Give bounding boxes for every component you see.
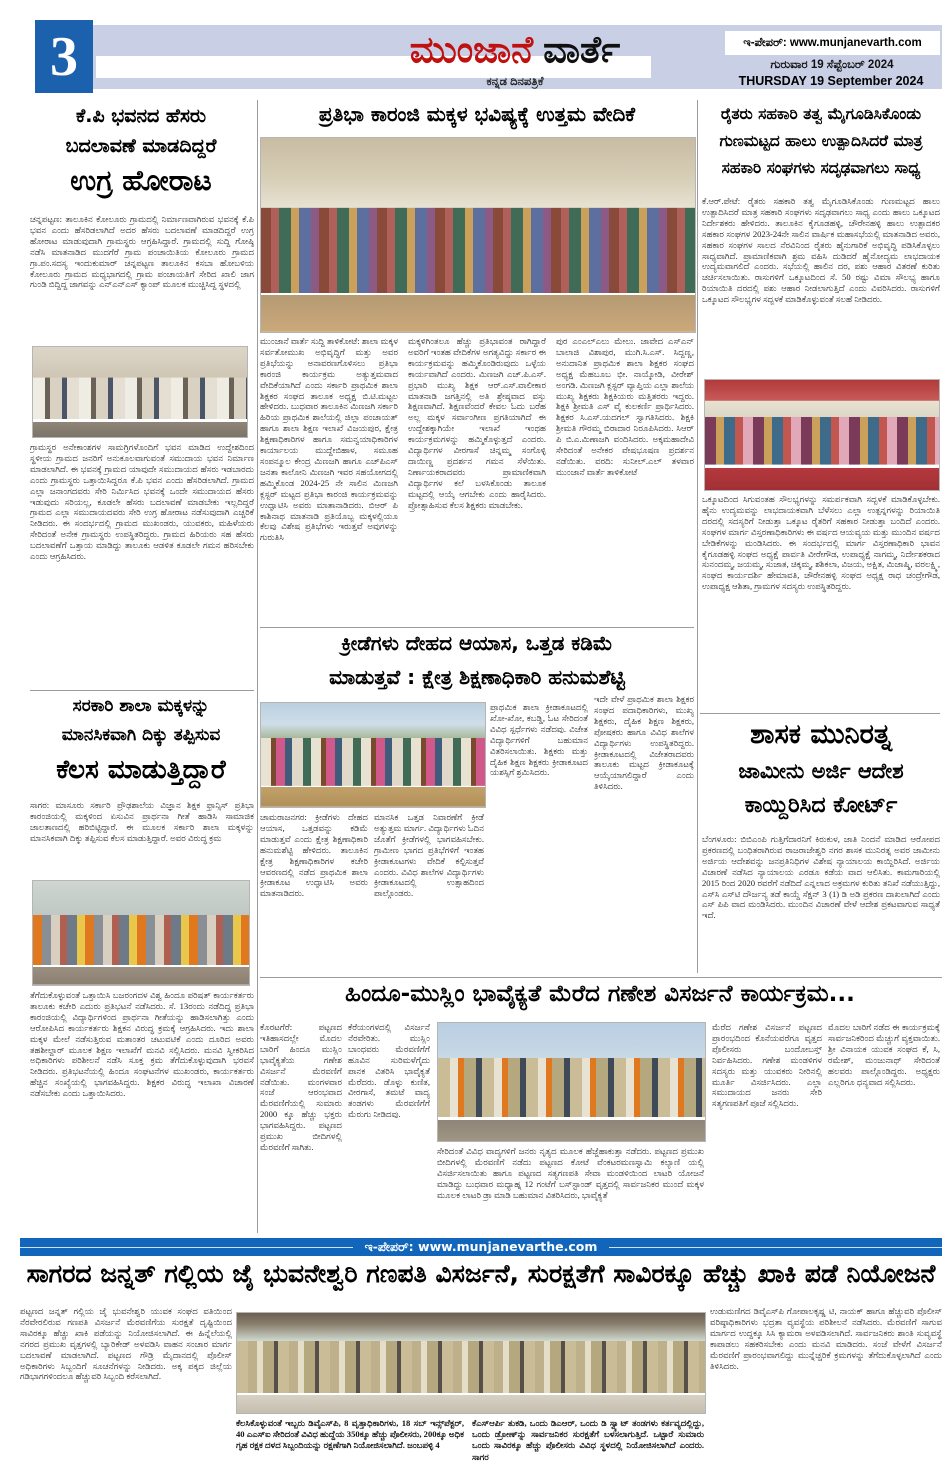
band-headline: ಹಿಂದೂ-ಮುಸ್ಲಿಂ ಭಾವೈಕ್ಯತೆ ಮೆರೆದ ಗಣೇಶ ವಿಸರ್ಜನೆ ಕಾರ್ಯಕ್ರಮ... bbox=[345, 982, 855, 1007]
masthead bbox=[300, 27, 730, 73]
right1-headline-line3: ಸಹಕಾರಿ ಸಂಘಗಳು ಸದೃಢವಾಗಲು ಸಾಧ್ಯ bbox=[721, 160, 921, 177]
left1-headline-line1: ಕೆ.ಪಿ ಭವನದ ಹೆಸರು bbox=[75, 106, 207, 127]
left2-body-top: ಸಾಗರ: ಮಾಸೂರು ಸರ್ಕಾರಿ ಪ್ರೌಢಶಾಲೆಯ ವಿಜ್ಞಾನ ಶಿಕ್ಷಕ ಫ್ರಾನ್ಸಿಸ್ ಪ್ರತಿಭಾ ಕಾರಂಜಿಯಲ್ಲಿ ಮಕ್ಕಳಿಂದ ಏಸುವಿನ ಪ್ರಾರ್ಥನಾ ಗೀತೆ ಹಾಡಿಸಿ ಸಾಮಾಜಿಕ ಜಾಲತಾಣದಲ್ಲಿ ಹರಿಬಿಟ್ಟಿದ್ದಾರೆ. ಈ ಮೂಲಕ ಸರ್ಕಾರಿ ಶಾಲಾ ಮಕ್ಕಳನ್ನು ಮಾನಸಿಕವಾಗಿ ದಿಕ್ಕು ತಪ್ಪಿಸುವ ಕೆಲಸ ಮಾಡುತ್ತಿದ್ದಾರೆ. ಅವರ ವಿರುದ್ಧ ಕ್ರಮ bbox=[30, 800, 254, 843]
bottom-right-col: ಉಡುಮಣಿಗದ ಡಿವೈಎಸ್‌ಪಿ ಗೋಪಾಲಕೃಷ್ಣ ಟಿ, ನಾಯಕ್ ಹಾಗೂ ಹೆಚ್ಚುವರಿ ಪೊಲೀಸ್ ವರಿಷ್ಠಾಧಿಕಾರಿಗಳು ಭದ್ರತಾ ವ್ಯವಸ್ಥೆಯ ಪರಿಶೀಲನೆ ನಡೆಸಿದರು. ಮೆರವಣಿಗೆ ಸಾಗುವ ಮಾರ್ಗದ ಉದ್ದಕ್ಕೂ ಸಿಸಿ ಕ್ಯಾಮರಾ ಅಳವಡಿಸಲಾಗಿದೆ. ಸಾರ್ವಜನಿಕರು ಶಾಂತಿ ಸುವ್ಯವಸ್ಥೆ ಕಾಪಾಡಲು ಸಹಕರಿಸಬೇಕು ಎಂದು ಮನವಿ ಮಾಡಿದರು. ಸಂಜೆ ವೇಳೆಗೆ ವಿಸರ್ಜನೆ ಮೆರವಣಿಗೆ ಪ್ರಾರಂಭವಾಗಲಿದ್ದು ಮುನ್ನೆಚ್ಚರಿಕೆ ಕ್ರಮಗಳನ್ನು ತೆಗೆದುಕೊಳ್ಳಲಾಗಿದೆ ಎಂದು ತಿಳಿಸಿದರು. bbox=[710, 1306, 942, 1371]
center2-headline-line2: ಮಾಡುತ್ತವೆ : ಕ್ಷೇತ್ರ ಶಿಕ್ಷಣಾಧಿಕಾರಿ ಹನುಮಶೆಟ್ಟಿ bbox=[329, 666, 625, 689]
column-divider-left bbox=[257, 100, 258, 1233]
date-kannada: ಗುರುವಾರ 19 ಸೆಪ್ಟೆಂಬರ್ 2024 bbox=[770, 59, 894, 71]
bottom-caption-col2: ಕೆಎಸ್‌ಆರ್ಪಿ ತುಕಡಿ, ಒಂದು ಡಿಎಆರ್, ಒಂದು ಡಿ ಸ್ವ್ಯಾಟ್ ತಂಡಗಳು ಕರ್ತವ್ಯದಲ್ಲಿದ್ದು, ಒಂದು ಡ್ರೋಣ್‌ನ್ನು ಸಾರ್ವಜನಿಕರ ಸುರಕ್ಷತೆಗೆ ಬಳಸಲಾಗುತ್ತಿದೆ. ಒಟ್ಟಾರೆ ಸುಮಾರು ಒಂದು ಸಾವಿರಕ್ಕೂ ಹೆಚ್ಚು ಪೊಲೀಸರು ವಿವಿಧ ಸ್ಥಳದಲ್ಲಿ ನಿಯೋಜಿಸಲಾಗಿದೆ ಎಂದರು. ಸಾಗರ bbox=[472, 1418, 704, 1462]
center2-col2: ಮಾನಸಿಕ ಒತ್ತಡ ನಿವಾರಣೆಗೆ ಕ್ರೀಡೆ ಅತ್ಯುತ್ತಮ ಮಾರ್ಗ. ವಿದ್ಯಾರ್ಥಿಗಳು ಓದಿನ ಜೊತೆಗೆ ಕ್ರೀಡೆಗಳಲ್ಲಿ ಭಾಗವಹಿಸಬೇಕು. ಗ್ರಾಮೀಣ ಭಾಗದ ಪ್ರತಿಭೆಗಳಿಗೆ ಇಂತಹ ಕ್ರೀಡಾಕೂಟಗಳು ವೇದಿಕೆ ಕಲ್ಪಿಸುತ್ತವೆ ಎಂದರು. ವಿವಿಧ ಶಾಲೆಗಳ ವಿದ್ಯಾರ್ಥಿಗಳು ಕ್ರೀಡಾಕೂಟದಲ್ಲಿ ಉತ್ಸಾಹದಿಂದ ಪಾಲ್ಗೊಂಡರು. bbox=[374, 812, 484, 899]
band-photo-caption: ಸೇರಿದಂತೆ ವಿವಿಧ ವಾದ್ಯಗಳಿಗೆ ಜನರು ನೃತ್ಯದ ಮೂಲಕ ಹೆಜ್ಜೆಹಾಕುತ್ತಾ ನಡೆದರು. ಪಟ್ಟಣದ ಪ್ರಮುಖ ಬೀದಿಗಳಲ್ಲಿ ಮೆರವಣಿಗೆ ನಡೆದು ಪಟ್ಟಣದ ಕೋಟೆ ವೆಂಕಟರಮಣಸ್ವಾಮಿ ಕಲ್ಯಾಣಿ ಯಲ್ಲಿ ವಿಸರ್ಜಿಸಲಾಯಿತು ಹಾಗೂ ಪಟ್ಟಣದ ಸತ್ಯಗಣಪತಿ ಸೇವಾ ಮಂಡಳಿಯಿಂದ ಲಾಟರಿ ಯೋಜನೆ ಮಾಡಿದ್ದು ಬುಧವಾರ ಮಧ್ಯಾಹ್ನ 12 ಗಂಟೆಗೆ ಬಸ್‌ಸ್ಟಾಂಡ್ ವೃತ್ತದಲ್ಲಿ ಸಾರ್ವಜನಿಕರ ಮುಂದೆ ಮಕ್ಕಳ ಮೂಲಕ ಲಾಟರಿ ಡ್ರಾ ಮಾಡಿ ಬಹುಮಾನ ವಿತರಿಸಿದರು, ಭಾವೈಕ್ಯತೆ bbox=[437, 1146, 704, 1200]
center1-col1: ಮುಂಜಾನೆ ವಾರ್ತೆ ಸುದ್ದಿ ತಾಳಿಕೋಟೆ: ಶಾಲಾ ಮಕ್ಕಳ ಸರ್ವತೋಮುಖ ಅಭಿವೃದ್ಧಿಗೆ ಮತ್ತು ಅವರ ಪ್ರತಿಭೆಯನ್ನು ಅನಾವರಣಗೊಳಿಸಲು ಪ್ರತಿಭಾ ಕಾರಂಜಿ ಕಾರ್ಯಕ್ರಮ ಅತ್ಯುತ್ತಮವಾದ ವೇದಿಕೆಯಾಗಿದೆ ಎಂದು ಸರ್ಕಾರಿ ಪ್ರಾಥಮಿಕ ಶಾಲಾ ಶಿಕ್ಷಕರ ಸಂಘದ ತಾಲೂಕ ಅಧ್ಯಕ್ಷ ಬಿ.ಟಿ.ಮಟ್ಟಲ ಹೇಳಿದರು. ಬುಧವಾರ ತಾಲೂಕಿನ ಮಿಣಜಗಿ ಸರ್ಕಾರಿ ಹಿರಿಯ ಪ್ರಾಥಮಿಕ ಶಾಲೆಯಲ್ಲಿ ಜಿಲ್ಲಾ ಪಂಚಾಯತ್ ಹಾಗೂ ಶಾಲಾ ಶಿಕ್ಷಣ ಇಲಾಖೆ ವಿಜಯಪುರ, ಕ್ಷೇತ್ರ ಶಿಕ್ಷಣಾಧಿಕಾರಿಗಳ ಹಾಗೂ ಸಮನ್ವಯಾಧಿಕಾರಿಗಳ ಕಾರ್ಯಾಲಯ ಮುದ್ದೇಬಿಹಾಳ, ಸಮೂಹ ಸಂಪನ್ಮೂಲ ಕೇಂದ್ರ ಮಿಣಜಗಿ ಹಾಗೂ ಎಚ್‌ಪಿಎಸ್ ಜನತಾ ಕಾಲೋನಿ ಮಿಣಜಗಿ ಇವರ ಸಹಯೋಗದಲ್ಲಿ ಹಮ್ಮಿಕೊಂಡ 2024-25 ನೇ ಸಾಲಿನ ಮಿಣಜಗಿ ಕ್ಲಸ್ಟರ್ ಮಟ್ಟದ ಪ್ರತಿಭಾ ಕಾರಂಜಿ ಕಾರ್ಯಕ್ರಮವನ್ನು ಉದ್ಘಾಟಿಸಿ ಅವರು ಮಾತಾನಾಡಿದರು. ಬಿಆರ್ ಪಿ ಕಾಶಿನಾಥ ಮಾತನಾಡಿ ಪ್ರತಿಯೊಬ್ಬ ಮಕ್ಕಳಲ್ಲಿಯೂ ಕೆಲವು ವಿಶೇಷ ಪ್ರತಿಭೆಗಳು ಇರುತ್ತವೆ ಅವುಗಳನ್ನು ಗುರುತಿಸಿ bbox=[260, 336, 398, 543]
photo-milk-society-meeting bbox=[704, 379, 940, 491]
center2-headline-line1: ಕ್ರೀಡೆಗಳು ದೇಹದ ಆಯಾಸ, ಒತ್ತಡ ಕಡಿಮೆ bbox=[341, 632, 613, 655]
band-col3: ಮೆರೆದ ಗಣೇಶ ವಿಸರ್ಜನೆ ಪಟ್ಟಣದ ಪ್ರಾರಂಭದಿಂದ ಕೊನೆಯವರೆಗೂ ವೃತ್ತದ ಪೊಲೀಸರು ಬಂದೋಬಸ್ತ್ ನಿರ್ವಹಿಸಿದರು. ಗಣೇಶ ಮಂಡಳಿಗಳ ಸದಸ್ಯರು ಮತ್ತು ಯುವಕರು ನೀರಿನಲ್ಲಿ ಮೂರ್ತಿ ವಿಸರ್ಜಿಸಿದರು. ಎಲ್ಲಾ ಸಮುದಾಯದ ಜನರು ಸೇರಿ ಸತ್ಯಗಣಪತಿಗೆ ಪೂಜೆ ಸಲ್ಲಿಸಿದರು. bbox=[712, 1022, 822, 1109]
center2-col3: ಪ್ರಾಥಮಿಕ ಶಾಲಾ ಕ್ರೀಡಾಕೂಟದಲ್ಲಿ ಖೋ-ಖೋ, ಕಬಡ್ಡಿ, ಓಟ ಸೇರಿದಂತೆ ವಿವಿಧ ಸ್ಪರ್ಧೆಗಳು ನಡೆದವು. ವಿಜೇತ ವಿದ್ಯಾರ್ಥಿಗಳಿಗೆ ಬಹುಮಾನ ವಿತರಿಸಲಾಯಿತು. ಶಿಕ್ಷಕರು ಮತ್ತು ದೈಹಿಕ ಶಿಕ್ಷಣ ಶಿಕ್ಷಕರು ಕ್ರೀಡಾಕೂಟದ ಯಶಸ್ಸಿಗೆ ಶ್ರಮಿಸಿದರು. bbox=[490, 702, 588, 778]
left2-headline-line1: ಸರಕಾರಿ ಶಾಲಾ ಮಕ್ಕಳನ್ನು bbox=[72, 697, 210, 716]
right1-headline-line2: ಗುಣಮಟ್ಟದ ಹಾಲು ಉತ್ಪಾದಿಸಿದರೆ ಮಾತ್ರ bbox=[719, 133, 923, 150]
right1-body-top: ಕೆ.ಆರ್.ಪೇಟೆ: ರೈತರು ಸಹಕಾರಿ ತತ್ವ ಮೈಗೂಡಿಸಿಕೊಂಡು ಗುಣಮಟ್ಟದ ಹಾಲು ಉತ್ಪಾದಿಸಿದರೆ ಮಾತ್ರ ಸಹಕಾರಿ ಸಂಘಗಳು ಸದೃಢವಾಗಲು ಸಾಧ್ಯ ಎಂದು ಹಾಲು ಒಕ್ಕೂಟದ ನಿರ್ದೇಶಕರು ಹೇಳಿದರು. ತಾಲೂಕಿನ ಕೈಗೂಡಹಳ್ಳಿ, ಚೌರೇನಹಳ್ಳಿ ಹಾಲು ಉತ್ಪಾದಕರ ಸಹಕಾರ ಸಂಘಗಳ 2023-24ನೇ ಸಾಲಿನ ವಾರ್ಷಿಕ ಮಹಾಸಭೆಯಲ್ಲಿ ಮಾತನಾಡಿದ ಅವರು, ಸಹಕಾರ ಸಂಘಗಳ ಸಾಲದ ನೆರವಿನಿಂದ ರೈತರು ಹೈನುಗಾರಿಕೆ ಅಭಿವೃದ್ಧಿ ಪಡಿಸಿಕೊಳ್ಳಲು ಸಾಧ್ಯವಾಗಿದೆ. ಪ್ರಾಮಾಣಿಕವಾಗಿ ಶ್ರಮ ವಹಿಸಿ ದುಡಿದರೆ ಹೈನೋದ್ಯಮ ಲಾಭದಾಯಕ ಉದ್ಯಮವಾಗಲಿದೆ ಎಂದರು. ಸಭೆಯಲ್ಲಿ ಹಾಲಿನ ದರ, ಪಶು ಆಹಾರ ವಿತರಣೆ ಕುರಿತು ಚರ್ಚಿಸಲಾಯಿತು. ರಾಸುಗಳಿಗೆ ಒಕ್ಕೂಟದಿಂದ ಸೆ. 50 ರಷ್ಟು ವಿಮಾ ಸೌಲಭ್ಯ ಹಾಗೂ ರಿಯಾಯಿತಿ ದರದಲ್ಲಿ ಪಶು ಆಹಾರ ನೀಡಲಾಗುತ್ತಿದೆ ಎಂದು ವಿವರಿಸಿದರು. ರಾಸುಗಳಿಗೆ ಒಕ್ಕೂಟದ ಸೌಲಭ್ಯಗಳ ಸದ್ಬಳಕೆ ಮಾಡಿಕೊಳ್ಳುವಂತೆ ಸಲಹೆ ನೀಡಿದರು. bbox=[702, 196, 940, 305]
band-col4: ಮೊದಲ ಬಾರಿಗೆ ನಡೆದ ಈ ಕಾರ್ಯಕ್ರಮಕ್ಕೆ ಸಾರ್ವಜನಿಕರಿಂದ ಮೆಚ್ಚುಗೆ ವ್ಯಕ್ತವಾಯಿತು. ಶ್ರೀ ವಿನಾಯಕ ಯುವಕ ಸಂಘದ ಕೆ, ಸಿ, ರಮೇಶ್, ಮಂಜುನಾಥ್ ಸೇರಿದಂತೆ ಹಲವರು ಪಾಲ್ಗೊಂಡಿದ್ದರು. ಅಧ್ಯಕ್ಷರು ಎಲ್ಲರಿಗೂ ಧನ್ಯವಾದ ಸಲ್ಲಿಸಿದರು. bbox=[828, 1022, 940, 1087]
right2-headline-line3: ಕಾಯ್ದಿರಿಸಿದ ಕೋರ್ಟ್ bbox=[744, 794, 898, 818]
bottom-caption-col1: ಕೆಲಸಿಕೊಳ್ಳುವಂತೆ ಇಬ್ಬರು ಡಿವೈಎಸ್‌ಪಿ, 8 ವೃತ್ತಾಧಿಕಾರಿಗಳು, 18 ಸಬ್ ಇನ್ಸ್‌ಪೆಕ್ಟರ್, 40 ಎಎಸ್‌ಐ ಸೇರಿದಂತೆ ವಿವಿಧ ಹುದ್ದೆಯ 350ಕ್ಕೂ ಹೆಚ್ಚು ಪೊಲೀಸರು, 200ಕ್ಕೂ ಅಧಿಕ ಗೃಹ ರಕ್ಷಕ ದಳದ ಸಿಬ್ಬಂದಿಯನ್ನು ರಕ್ಷಣೆಗಾಗಿ ನಿಯೋಜಿಸಲಾಗಿದೆ. ಜಂಬಪಳ್ಳಿ 4 bbox=[236, 1418, 464, 1451]
bottom-headline: ಸಾಗರದ ಜನ್ನತ್ ಗಲ್ಲಿಯ ಜೈ ಭುವನೇಶ್ವರಿ ಗಣಪತಿ ವಿಸರ್ಜನೆ, ಸುರಕ್ಷತೆಗೆ ಸಾವಿರಕ್ಕೂ ಹೆಚ್ಚು ಖಾಕಿ ಪಡೆ ನಿಯೋಜನೆ bbox=[26, 1260, 936, 1288]
photo-pratibha-karanji-group bbox=[260, 137, 696, 333]
photo-protest-banner bbox=[32, 880, 250, 986]
bottom-left-col: ಪಟ್ಟಣದ ಜನ್ನತ್ ಗಲ್ಲಿಯ ಜೈ ಭುವನೇಶ್ವರಿ ಯುವಕ ಸಂಘದ ವತಿಯಿಂದ ನೆರವೇರಲಿರುವ ಗಣಪತಿ ವಿಸರ್ಜನೆ ಮೆರವಣಿಗೆಯ ಸುರಕ್ಷತೆ ದೃಷ್ಟಿಯಿಂದ ಸಾವಿರಕ್ಕೂ ಹೆಚ್ಚು ಖಾಕಿ ಪಡೆಯನ್ನು ನಿಯೋಜಿಸಲಾಗಿದೆ. ಈ ಹಿನ್ನೆಲೆಯಲ್ಲಿ ನಗರದ ಪ್ರಮುಖ ವೃತ್ತಗಳಲ್ಲಿ ಬ್ಯಾರಿಕೇಡ್ ಅಳವಡಿಸಿ ವಾಹನ ಸಂಚಾರ ಮಾರ್ಗ ಬದಲಾವಣೆ ಮಾಡಲಾಗಿದೆ. ಪಟ್ಟಣದ ಗೌಡ್ರಿ ಮೈದಾನದಲ್ಲಿ ಪೊಲೀಸ್ ಅಧಿಕಾರಿಗಳು ಸಿಬ್ಬಂದಿಗೆ ಸೂಚನೆಗಳನ್ನು ನೀಡಿದರು. ಅಕ್ಕ ಪಕ್ಕದ ಜಿಲ್ಲೆಯ ಗಡಿಭಾಗಗಳಿಂದಲೂ ಹೆಚ್ಚುವರಿ ಸಿಬ್ಬಂದಿ ಕರೆಸಲಾಗಿದೆ. bbox=[20, 1306, 232, 1382]
epaper-url: ಇ-ಪೇಪರ್: www.munjanevarth.com bbox=[743, 36, 922, 49]
center1-col3: ಪುರ ಎಂಎಲ್‌ಎಲು ಮೇಲು. ಜಾವೇದ ಎಸ್‌ಎನ್ ಬಾಲಾಜಿ ವಿಶಾಪುರ, ಮುಗಿ.ಸಿ.ಎಸ್. ಸಿದ್ದಣ್ಣ, ಅನುದಾನಿತ ಪ್ರಾಥಮಿಕ ಶಾಲಾ ಶಿಕ್ಷಕರ ಸಂಘದ ಅಧ್ಯಕ್ಷ ಮೆಹಬೂಬ ಭೀ. ನಾಯ್ಕೋಡಿ, ವೀರೇಶ್ ಅಂಗಡಿ. ಮಿಣಜಗಿ ಕ್ಲಸ್ಟರ್ ವ್ಯಾಪ್ತಿಯ ಎಲ್ಲಾ ಶಾಲೆಯ ಮುಖ್ಯ ಶಿಕ್ಷಕರು ಶಿಕ್ಷಕಿಯರು ಮತ್ತಿತರರು ಇದ್ದರು. ಶಿಕ್ಷಕಿ ಶ್ರೀಮತಿ ಎಸ್ ವೈ ಕುಲಕರ್ಣಿ ಪ್ರಾರ್ಥಿಸಿದರು. ಶಿಕ್ಷಕರ ಸಿ.ಎಸ್.ಯದಗಲ್ ಸ್ವಾಗತಿಸಿದರು. ಶಿಕ್ಷಕಿ ಶ್ರೀಮತಿ ಗೌರಮ್ಮ ಬಿರಾದಾರ ನಿರೂಪಿಸಿದರು. ಸಿಆರ್ ಪಿ ಬಿ.ಎ.ಮಿಣಾಜಗಿ ವಂದಿಸಿದರು. ಅಕ್ಕಮಹಾದೇವಿ ಸೇರಿದಂತೆ ಅನೇಕರ ವೇಷಭೂಷಣ ಪ್ರದರ್ಶನ ನಡೆಯಿತು. ವರದಿ: ಸುನೀಲ್.ಎಲ್ ತಳವಾರ ಮುಂಜಾನೆ ವಾರ್ತೆ ತಾಳಿಕೋಟೆ bbox=[556, 336, 694, 477]
right2-headline-line2: ಜಾಮೀನು ಅರ್ಜಿ ಆದೇಶ bbox=[738, 760, 904, 783]
band-col2: ಕೆರೆಯಂಗಳದಲ್ಲಿ ವಿಸರ್ಜನೆ ನೆರವೇರಿತು. ಮುಸ್ಲಿಂ ಬಾಂಧವರು ಮೆರವಣಿಗೆಗೆ ಹೂವಿನ ಸುರಿಮಳೆಗೈದು ಪಾನಕ ವಿತರಿಸಿ ಭಾವೈಕ್ಯತೆ ಮೆರೆದರು. ಡೊಳ್ಳು ಕುಣಿತ, ವೀರಗಾಸೆ, ತಮಟೆ ವಾದ್ಯ ತಂಡಗಳು ಮೆರವಣಿಗೆಗೆ ಮೆರುಗು ನೀಡಿದವು. bbox=[348, 1022, 430, 1120]
section-divider bbox=[260, 977, 942, 978]
center1-headline: ಪ್ರತಿಭಾ ಕಾರಂಜಿ ಮಕ್ಕಳ ಭವಿಷ್ಯಕ್ಕೆ ಉತ್ತಮ ವೇದಿಕೆ bbox=[318, 103, 636, 126]
article-divider bbox=[30, 690, 254, 691]
column-divider-right bbox=[697, 100, 698, 973]
epaper-footer-bar bbox=[20, 1238, 942, 1256]
photo-visarjan-procession-police bbox=[437, 1022, 706, 1142]
photo-police-assembly bbox=[236, 1312, 706, 1414]
left2-body-bottom: ತೆಗೆದುಕೊಳ್ಳುವಂತೆ ಒತ್ತಾಯಿಸಿ ಬಜರಂಗದಳ ವಿಶ್ವ ಹಿಂದೂ ಪರಿಷತ್ ಕಾರ್ಯಕರ್ತರು ತಾಲೂಕು ಕಚೇರಿ ಎದುರು ಪ್ರತಿಭಟನೆ ನಡೆಸಿದರು. ಸೆ. 13ರಂದು ನಡೆದಿದ್ದ ಪ್ರತಿಭಾ ಕಾರಂಜಿಯಲ್ಲಿ ವಿದ್ಯಾರ್ಥಿಗಳಿಂದ ಪ್ರಾರ್ಥನಾ ಗೀತೆಯನ್ನು ಹಾಡಿಸಲಾಗಿತ್ತು ಎಂದು ಆರೋಪಿಸಿದ ಕಾರ್ಯಕರ್ತರು ಶಿಕ್ಷಕನ ವಿರುದ್ಧ ಕ್ರಮಕ್ಕೆ ಆಗ್ರಹಿಸಿದರು. ಇದು ಶಾಲಾ ಮಕ್ಕಳ ಮೇಲೆ ನಡೆಸುತ್ತಿರುವ ಮತಾಂತರ ಚಟುವಟಿಕೆ ಎಂದು ದೂರಿದ ಅವರು ತಹಶೀಲ್ದಾರ್ ಮೂಲಕ ಶಿಕ್ಷಣ ಇಲಾಖೆಗೆ ಮನವಿ ಸಲ್ಲಿಸಿದರು. ಮನವಿ ಸ್ವೀಕರಿಸಿದ ಅಧಿಕಾರಿಗಳು ಪರಿಶೀಲನೆ ನಡೆಸಿ ಸೂಕ್ತ ಕ್ರಮ ತೆಗೆದುಕೊಳ್ಳುವುದಾಗಿ ಭರವಸೆ ನೀಡಿದರು. ಪ್ರತಿಭಟನೆಯಲ್ಲಿ ಹಿಂದೂ ಸಂಘಟನೆಗಳ ಮುಖಂಡರು, ಕಾರ್ಯಕರ್ತರು ಹೆಚ್ಚಿನ ಸಂಖ್ಯೆಯಲ್ಲಿ ಭಾಗವಹಿಸಿದ್ದರು. ಶಿಕ್ಷಕರ ವಿರುದ್ಧ ಇಲಾಖಾ ವಿಚಾರಣೆ ನಡೆಸಬೇಕು ಎಂದು ಒತ್ತಾಯಿಸಿದರು. bbox=[30, 990, 254, 1099]
left1-body-top: ಚನ್ನಪಟ್ಟಣ: ತಾಲೂಕಿನ ಕೋಲೂರು ಗ್ರಾಮದಲ್ಲಿ ನಿರ್ಮಾಣವಾಗಿರುವ ಭವನಕ್ಕೆ ಕೆ.ಪಿ ಭವನ ಎಂದು ಹೆಸರಿಡಲಾಗಿದೆ ಅದರ ಹೆಸರು ಬದಲಾವಣೆ ಮಾಡದಿದ್ದರೆ ಉಗ್ರ ಹೋರಾಟ ಮಾಡುವುದಾಗಿ ಗ್ರಾಮಸ್ಥರು ಆಗ್ರಹಿಸಿದ್ದಾರೆ. ಗ್ರಾಮದಲ್ಲಿ ಸುದ್ದಿ ಗೋಷ್ಠಿ ನಡೆಸಿ ಮಾತನಾಡಿದ ಮುದಗೆರೆ ಗ್ರಾಮ ಪಂಚಾಯಿತಿಯ ಕೋಲೂರು ಗ್ರಾಮದ ಗ್ರಾ.ಪಂ.ಸದಸ್ಯ ಇಂದುಕುಮಾರ್ ಚನ್ನಪಟ್ಟಣ ತಾಲೂಕಿನ ಕಸಬಾ ಹೋಬಳಿಯ ಕೋಲೂರು ಗ್ರಾಮದ ಮಧ್ಯಭಾಗದಲ್ಲಿ ಗ್ರಾಮ ಪಂಚಾಯತಿಗೆ ಸೇರಿದ ಖಾಲಿ ಜಾಗ ಗುಂಡಿ ಬಿದ್ದಿದ್ದ ಜಾಗವನ್ನು ಎನ್‌ಎನ್‌ಎಸ್ ಕ್ಯಾಂಪ್ ಮೂಲಕ ಮುಚ್ಚಿಸಿದ್ದ ಸ್ಥಳದಲ್ಲಿ bbox=[30, 214, 254, 290]
photo-sports-meet-crowd bbox=[260, 702, 486, 808]
masthead-word-black: ವಾರ್ತೆ bbox=[543, 28, 621, 71]
left2-headline-line3: ಕೆಲಸ ಮಾಡುತ್ತಿದ್ದಾರೆ bbox=[56, 756, 226, 785]
epaper-url-box bbox=[725, 31, 940, 55]
left2-headline-line2: ಮಾನಸಿಕವಾಗಿ ದಿಕ್ಕು ತಪ್ಪಿಸುವ bbox=[61, 726, 221, 745]
right2-body: ಬೆಂಗಳೂರು: ಬಿಬಿಎಂಪಿ ಗುತ್ತಿಗೆದಾರನಿಗೆ ಕಿರುಕುಳ, ಜಾತಿ ನಿಂದನೆ ಮಾಡಿದ ಆರೋಪದ ಪ್ರಕರಣದಲ್ಲಿ ಬಂಧಿತರಾಗಿರುವ ರಾಜರಾಜೇಶ್ವರಿ ನಗರ ಶಾಸಕ ಮುನಿರತ್ನ ಅವರ ಜಾಮೀನು ಅರ್ಜಿಯ ಆದೇಶವನ್ನು ಜನಪ್ರತಿನಿಧಿಗಳ ವಿಶೇಷ ನ್ಯಾಯಾಲಯ ಕಾಯ್ದಿರಿಸಿದೆ. ಅರ್ಜಿಯ ವಿಚಾರಣೆ ನಡೆಸಿದ ನ್ಯಾಯಾಲಯ ಎರಡೂ ಕಡೆಯ ವಾದ ಆಲಿಸಿತು. ಕಾಮಗಾರಿಯಲ್ಲಿ 2015 ರಿಂದ 2020 ರವರೆಗೆ ನಡೆದಿದೆ ಎನ್ನಲಾದ ಅಕ್ರಮಗಳ ಕುರಿತು ತನಿಖೆ ನಡೆಯುತ್ತಿದ್ದು, ಎಸ್‌ಸಿ ಎಸ್‌ಟಿ ದೌರ್ಜನ್ಯ ತಡೆ ಕಾಯ್ದೆ ಸೆಕ್ಷನ್ 3 (1) ಡಿ ಅಡಿ ಪ್ರಕರಣ ದಾಖಲಾಗಿದೆ ಎಂದು ಎಸ್ ಪಿಪಿ ವಾದ ಮಂಡಿಸಿದರು. ಮುಂದಿನ ವಿಚಾರಣೆ ವೇಳೆ ಆದೇಶ ಪ್ರಕಟವಾಗುವ ಸಾಧ್ಯತೆ ಇದೆ. bbox=[702, 834, 940, 921]
masthead-tagline: ಕನ್ನಡ ದಿನಪತ್ರಿಕೆ bbox=[486, 76, 544, 88]
article-divider bbox=[260, 627, 694, 628]
right1-body-bottom: ಒಕ್ಕೂಟದಿಂದ ಸಿಗುವಂತಹ ಸೌಲಭ್ಯಗಳನ್ನು ಸಮರ್ಪಕವಾಗಿ ಸದ್ಬಳಕೆ ಮಾಡಿಕೊಳ್ಳಬೇಕು. ಹೈನು ಉದ್ಯಮವನ್ನು ಲಾಭದಾಯಕವಾಗಿ ಬೆಳೆಸಲು ಎಲ್ಲಾ ಉತ್ಪನ್ನಗಳನ್ನು ರಿಯಾಯಿತಿ ದರದಲ್ಲಿ ಸದಸ್ಯರಿಗೆ ನೀಡುತ್ತಾ ಒಕ್ಕೂಟ ರೈತರಿಗೆ ಸಹಕಾರ ನೀಡುತ್ತಾ ಬಂದಿದೆ ಎಂದರು. ಸಂಘಗಳ ಮಾರ್ಗ ವಿಸ್ತರಣಾಧಿಕಾರಿಗಳು ಈ ವರ್ಷದ ಆಯವ್ಯಯ ಮತ್ತು ಮುಂದಿನ ವರ್ಷದ ಬೇಡಿಕೆಗಳನ್ನು ಮಂಡಿಸಿದರು. ಈ ಸಂದರ್ಭದಲ್ಲಿ ಮಾರ್ಗ ವಿಸ್ತರಣಾಧಿಕಾರಿ ಭಾವನ ಕೈಗೂಡಹಳ್ಳಿ ಸಂಘದ ಅಧ್ಯಕ್ಷೆ ಪಾರ್ವತಿ ವೀರೇಗೌಡ, ಉಪಾಧ್ಯಕ್ಷೆ ನಾಗಮ್ಮ, ನಿರ್ದೇಶಕರಾದ ಸುನಂದಮ್ಮ, ಜಯಮ್ಮ, ಸುಜಾತ, ಚಿಕ್ಕಮ್ಮ, ಶಶಿಕಲಾ, ವಿಜಯ, ಅಕ್ಷಿತ, ಮಿಜಾಷ್ಮಿ, ವರಲಕ್ಷ್ಮಿ, ಸಂಘದ ಕಾರ್ಯದರ್ಶಿ ಹೇಮಾವತಿ, ಚೌರೇನಹಳ್ಳಿ ಸಂಘದ ಅಧ್ಯಕ್ಷ ರಾಧ ಚಂದ್ರೇಗೌಡ, ಉಪಾಧ್ಯಕ್ಷ ಆಶಿತಾ, ಗ್ರಾಮಗಳ ಸದಸ್ಯರು ಉಪಸ್ಥಿತರಿದ್ದರು. bbox=[702, 494, 940, 592]
center2-col1: ಚಾಮರಾಜನಗರ: ಕ್ರೀಡೆಗಳು ದೇಹದ ಆಯಾಸ, ಒತ್ತಡವನ್ನು ಕಡಿಮೆ ಮಾಡುತ್ತವೆ ಎಂದು ಕ್ಷೇತ್ರ ಶಿಕ್ಷಣಾಧಿಕಾರಿ ಹನುಮಶೆಟ್ಟಿ ಹೇಳಿದರು. ತಾಲೂಕಿನ ಕ್ಷೇತ್ರ ಶಿಕ್ಷಣಾಧಿಕಾರಿಗಳ ಕಚೇರಿ ಆವರಣದಲ್ಲಿ ನಡೆದ ಪ್ರಾಥಮಿಕ ಶಾಲಾ ಕ್ರೀಡಾಕೂಟ ಉದ್ಘಾಟಿಸಿ ಅವರು ಮಾತನಾಡಿದರು. bbox=[260, 812, 368, 899]
article-divider bbox=[700, 713, 940, 714]
band-col1: ಕೊರಟಗೆರೆ: ಪಟ್ಟಣದ ಇತಿಹಾಸದಲ್ಲೇ ಮೊದಲ ಬಾರಿಗೆ ಹಿಂದೂ ಮುಸ್ಲಿಂ ಭಾವೈಕ್ಯತೆಯ ಗಣೇಶ ವಿಸರ್ಜನೆ ಮೆರವಣಿಗೆ ನಡೆಯಿತು. ಮಂಗಳವಾರ ಸಂಜೆ ಆರಂಭವಾದ ಮೆರವಣಿಗೆಯಲ್ಲಿ ಸುಮಾರು 2000 ಕ್ಕೂ ಹೆಚ್ಚು ಭಕ್ತರು ಭಾಗವಹಿಸಿದ್ದರು. ಪಟ್ಟಣದ ಪ್ರಮುಖ ಬೀದಿಗಳಲ್ಲಿ ಮೆರವಣಿಗೆ ಸಾಗಿತು. bbox=[260, 1022, 342, 1152]
divider-line bbox=[609, 1247, 942, 1248]
left1-headline-line3: ಉಗ್ರ ಹೋರಾಟ bbox=[70, 166, 212, 197]
right2-headline-line1: ಶಾಸಕ ಮುನಿರತ್ನ bbox=[750, 720, 892, 750]
masthead-word-red: ಮುಂಜಾನೆ bbox=[409, 28, 534, 71]
left1-headline-line2: ಬದಲಾವಣೆ ಮಾಡದಿದ್ದರೆ bbox=[65, 136, 217, 157]
right1-headline-line1: ರೈತರು ಸಹಕಾರಿ ತತ್ವ ಮೈಗೂಡಿಸಿಕೊಂಡು bbox=[720, 106, 922, 123]
left1-body-mid: ಗ್ರಾಮಸ್ಥರ ಅನೇಕಾಂಶಗಳ ಸಾಮಗ್ರಿಗಳೊಂದಿಗೆ ಭವನ ಮಾಡಿದ ಉದ್ದೇಶದಿಂದ ಸ್ಥಳೀಯ ಗ್ರಾಮದ ಜನರಿಗೆ ಅನುಕೂಲವಾಗುವಂತೆ ಸಮುದಾಯ ಭವನ ನಿರ್ಮಾಣ ಮಾಡಲಾಗಿದೆ. ಈ ಭವನಕ್ಕೆ ಗ್ರಾಮದ ಯಾವುದೇ ಸಮುದಾಯದ ಹೆಸರು ಇಡಬಾರದು ಎಂದು ಗ್ರಾಮಸ್ಥರು ಒತ್ತಾಯಿಸಿದ್ದರೂ ಕೆ.ಪಿ ಭವನ ಎಂದು ಹೆಸರಿಡಲಾಗಿದೆ. ಗ್ರಾಮದ ಎಲ್ಲಾ ಜನಾಂಗದವರು ಸೇರಿ ನಿರ್ಮಿಸಿದ ಭವನಕ್ಕೆ ಒಂದೇ ಸಮುದಾಯದ ಹೆಸರು ಇಡುವುದು ಸರಿಯಲ್ಲ, ಕೂಡಲೇ ಹೆಸರು ಬದಲಾವಣೆ ಮಾಡಬೇಕು ಇಲ್ಲದಿದ್ದರೆ ಗ್ರಾಮದ ಎಲ್ಲಾ ಸಮುದಾಯದವರು ಸೇರಿ ಉಗ್ರ ಹೋರಾಟ ನಡೆಸುವುದಾಗಿ ಎಚ್ಚರಿಕೆ ನೀಡಿದರು. ಈ ಸಂದರ್ಭದಲ್ಲಿ ಗ್ರಾಮದ ಮುಖಂಡರು, ಯುವಕರು, ಮಹಿಳೆಯರು ಸೇರಿದಂತೆ ಅನೇಕ ಗ್ರಾಮಸ್ಥರು ಉಪಸ್ಥಿತರಿದ್ದರು. ಗ್ರಾಮದ ಹಿರಿಯರು ಸಹ ಹೆಸರು ಬದಲಾವಣೆಗೆ ಒತ್ತಾಯ ಮಾಡಿದ್ದು ತಾಲೂಕು ಆಡಳಿತ ಕೂಡಲೇ ಗಮನ ಹರಿಸಬೇಕು ಎಂದು ಆಗ್ರಹಿಸಿದರು. bbox=[30, 442, 254, 562]
photo-village-meeting bbox=[32, 346, 248, 438]
page-number-box bbox=[35, 20, 93, 93]
divider-line bbox=[20, 1247, 353, 1248]
page-number: 3 bbox=[50, 25, 78, 88]
date-english: THURSDAY 19 September 2024 bbox=[738, 74, 924, 88]
epaper-footer-url: ಇ-ಪೇಪರ್: www.munjanevarthe.com bbox=[364, 1239, 598, 1254]
center2-col4: ಇದೇ ವೇಳೆ ಪ್ರಾಥಮಿಕ ಶಾಲಾ ಶಿಕ್ಷಕರ ಸಂಘದ ಪದಾಧಿಕಾರಿಗಳು, ಮುಖ್ಯ ಶಿಕ್ಷಕರು, ದೈಹಿಕ ಶಿಕ್ಷಣ ಶಿಕ್ಷಕರು, ಪೋಷಕರು ಹಾಗೂ ವಿವಿಧ ಶಾಲೆಗಳ ವಿದ್ಯಾರ್ಥಿಗಳು ಉಪಸ್ಥಿತರಿದ್ದರು. ಕ್ರೀಡಾಕೂಟದಲ್ಲಿ ವಿಜೇತರಾದವರು ತಾಲೂಕು ಮಟ್ಟದ ಕ್ರೀಡಾಕೂಟಕ್ಕೆ ಆಯ್ಕೆಯಾಗಲಿದ್ದಾರೆ ಎಂದು ತಿಳಿಸಿದರು. bbox=[594, 694, 694, 792]
center1-col2: ಮಕ್ಕಳಿಗಿಂತಲೂ ಹೆಚ್ಚು ಪ್ರತಿಭಾವಂತ ರಾಗಿದ್ದಾರೆ ಅವರಿಗೆ ಇಂತಹ ವೇದಿಕೆಗಳ ಅಗತ್ಯವಿದ್ದು ಸರ್ಕಾರ ಈ ಕಾರ್ಯಕ್ರಮವನ್ನು ಹಮ್ಮಿಕೊಂಡಿರುವುದು ಒಳ್ಳೆಯ ಕಾರ್ಯವಾಗಿದೆ ಎಂದರು. ಮಿಣಜಗಿ ಎಚ್.ಪಿ.ಎಸ್. ಪ್ರಭಾರಿ ಮುಖ್ಯ ಶಿಕ್ಷಕ ಆರ್.ಎಸ್.ವಾಲೀಕಾರ ಮಾತನಾಡಿ ಜಗತ್ತಿನಲ್ಲಿ ಅತಿ ಶ್ರೇಷ್ಠವಾದ ವಸ್ತು ಶಿಕ್ಷಣವಾಗಿದೆ. ಶಿಕ್ಷಣವೆಂದರೆ ಕೇವಲ ಓದು ಬರೆಹ ಅಲ್ಲ ಮಕ್ಕಳ ಸರ್ವಾಂಗೀಣ ಪ್ರಗತಿಯಾಗಿದೆ ಈ ಉದ್ದೇಶಕ್ಕಾಗಿಯೇ ಇಲಾಖೆ ಇಂಥಹ ಕಾರ್ಯಕ್ರಮಗಳನ್ನು ಹಮ್ಮಿಕೊಳ್ಳುತ್ತದೆ ಎಂದರು. ವಿದ್ಯಾರ್ಥಿಗಳ ವೀರಗಾಸೆ ಚಿನ್ನಮ್ಮ ಸಂಗೊಳ್ಳಿ ದಾಯಿಣ್ಣ ಪ್ರದರ್ಶನ ಗಮನ ಸೆಳೆಯಿತು. ನಿರ್ಣಾಯಕರಾದವರು ಪ್ರಾಮಾಣಿಕವಾಗಿ ವಿದ್ಯಾರ್ಥಿಗಳ ಕಲೆ ಬಳಸಿಕೊಂಡು ತಾಲೂಕ ಮಟ್ಟದಲ್ಲಿ ಆಯ್ಕೆ ಆಗಬೇಕು ಎಂದು ಹಾರೈಸಿದರು. ಪ್ರೋತ್ಸಾಹಿಸುವ ಕೆಲಸ ಶಿಕ್ಷಕರು ಮಾಡಬೇಕು. bbox=[408, 336, 546, 510]
